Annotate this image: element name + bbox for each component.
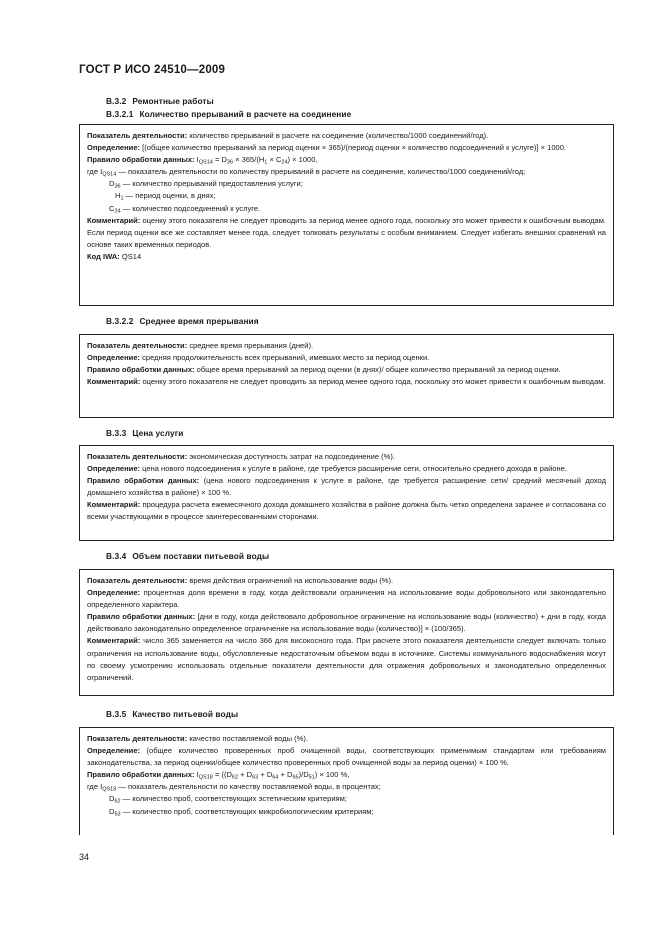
section-heading-b32 <box>106 96 214 106</box>
section-title: Качество питьевой воды <box>132 709 239 719</box>
rule-line: Правило обработки данных: (цена нового подсоединения к услуге в районе, где требуется расширение сети/ средний месячный доход домашнего хозяйства в районе) × 100 %. <box>87 476 606 498</box>
formula-line: Правило обработки данных: $I_{QS18} = ((D_{62} + D_{63} + D_{64} + D_{65})/D_{51}) \times 100$ %, <box>87 770 350 781</box>
section-number: В.3.2 <box>106 96 127 106</box>
comment-line: Комментарий: оценку этого показателя не следует проводить за период менее одного года, поскольку это может привести к ошибочным выводам. Если период оценки все же составляет менее года, следует толковать результаты с особым вниманием. Следует избегать внешних сравнений на основе таких временных периодов. <box>87 215 606 249</box>
section-number: В.3.2.2 <box>106 316 134 326</box>
section-number: В.3.2.1 <box>106 109 134 119</box>
variable-line: $D_{62}$ — количество проб, соответствующих эстетическим критериям; <box>109 794 347 805</box>
section-heading-b321 <box>106 109 351 119</box>
variable-line: $D_{63}$ — количество проб, соответствующих микробиологическим критериям; <box>109 806 374 818</box>
where-line: где $I_{QS18}$ — показатель деятельности по качеству поставляемой воды, в процентах; <box>87 782 381 793</box>
section-number: В.3.4 <box>106 551 127 561</box>
indicator-line: Показатель деятельности: экономическая доступность затрат на подсоединение (%). <box>87 452 395 461</box>
indicator-box-b35 <box>79 727 614 835</box>
section-heading-b322 <box>106 316 259 326</box>
section-number: В.3.3 <box>106 428 127 438</box>
indicator-line: Показатель деятельности: среднее время прерывания (дней). <box>87 341 314 350</box>
comment-line: Комментарий: оценку этого показателя не следует проводить за период менее одного года, поскольку это может привести к ошибочным выводам. <box>87 377 606 387</box>
section-heading-b35 <box>106 709 238 719</box>
indicator-box-b34 <box>79 569 614 696</box>
section-title: Объем поставки питьевой воды <box>132 551 270 561</box>
variable-line: $C_{24}$ — количество подсоединений к услуге. <box>109 203 261 215</box>
indicator-box-b321 <box>79 124 614 306</box>
indicator-box-b322 <box>79 334 614 418</box>
formula-line: Правило обработки данных: $I_{QS14} = D_{36} \times 365/(H_1 \times C_{24}) \times 1000$, <box>87 155 318 166</box>
iwa-code-line: Код IWA: QS14 <box>87 251 142 261</box>
page-number: 34 <box>79 852 90 862</box>
definition-line: Определение: цена нового подсоединения к услуге в районе, где требуется расширение сети, относительно среднего дохода в районе. <box>87 464 567 474</box>
comment-line: Комментарий: процедура расчета ежемесячного дохода домашнего хозяйства в районе должна быть четко определена заранее и согласована со всеми участвующими в процессе заинтересованными сторонами. <box>87 500 606 522</box>
indicator-line: Показатель деятельности: количество прерываний в расчете на соединение (количество/1000 соединений/год). <box>87 131 489 140</box>
document-header: ГОСТ Р ИСО 24510—2009 <box>79 64 226 76</box>
variable-line: $H_1$ — период оценки, в днях; <box>115 191 216 202</box>
rule-line: Правило обработки данных: общее время прерываний за период оценки (в днях)/ общее количество прерываний за период оценки. <box>87 365 561 375</box>
section-title: Среднее время прерывания <box>139 316 259 326</box>
definition-line: Определение: процентная доля времени в году, когда действовали ограничения на использование воды добровольного или законодательно определенного характера. <box>87 588 606 610</box>
where-line: где $I_{QS14}$ — показатель деятельности по количеству прерываний в расчете на соединение, количество/1000 соединений/год; <box>87 167 526 178</box>
section-title: Ремонтные работы <box>132 96 214 106</box>
indicator-box-b33 <box>79 445 614 541</box>
section-heading-b33 <box>106 428 184 438</box>
definition-line: Определение: [(общее количество прерываний за период оценки × 365)/(период оценки × количество подсоединений к услуге)] × 1000. <box>87 143 567 153</box>
section-title: Цена услуги <box>132 428 184 438</box>
indicator-line: Показатель деятельности: качество поставляемой воды (%). <box>87 734 308 743</box>
indicator-line: Показатель деятельности: время действия ограничений на использование воды (%). <box>87 576 394 585</box>
section-number: В.3.5 <box>106 709 127 719</box>
variable-line: $D_{36}$ — количество прерываний предоставления услуги; <box>109 179 303 190</box>
definition-line: Определение: средняя продолжительность всех прерываний, имевших место за период оценки. <box>87 353 430 363</box>
definition-line: Определение: (общее количество проверенных проб очищенной воды, соответствующих применимым стандартам или требованиям законодательства, за период оценки/общее количество проверенных проб очищенной воды за период оценки) × 100 %. <box>87 746 606 768</box>
comment-line: Комментарий: число 365 заменяется на число 366 для високосного года. При расчете этого показателя деятельности следует включать только ограничения на использование воды, обусловленные недостаточным объемом воды в источнике. Системы коммунального водоснабжения могут по своему усмотрению использовать отдельные показатели деятельности для отражения добровольных и законодательно определенных ограничений. <box>87 636 606 682</box>
section-heading-b34 <box>106 551 269 561</box>
section-title: Количество прерываний в расчете на соединение <box>139 109 352 119</box>
rule-line: Правило обработки данных: [дни в году, когда действовало добровольное ограничение на использование воды (количество) + дни в году, когда действовало законодательно определенное ограничение на использование воды (количество)] × (100/365). <box>87 612 606 634</box>
